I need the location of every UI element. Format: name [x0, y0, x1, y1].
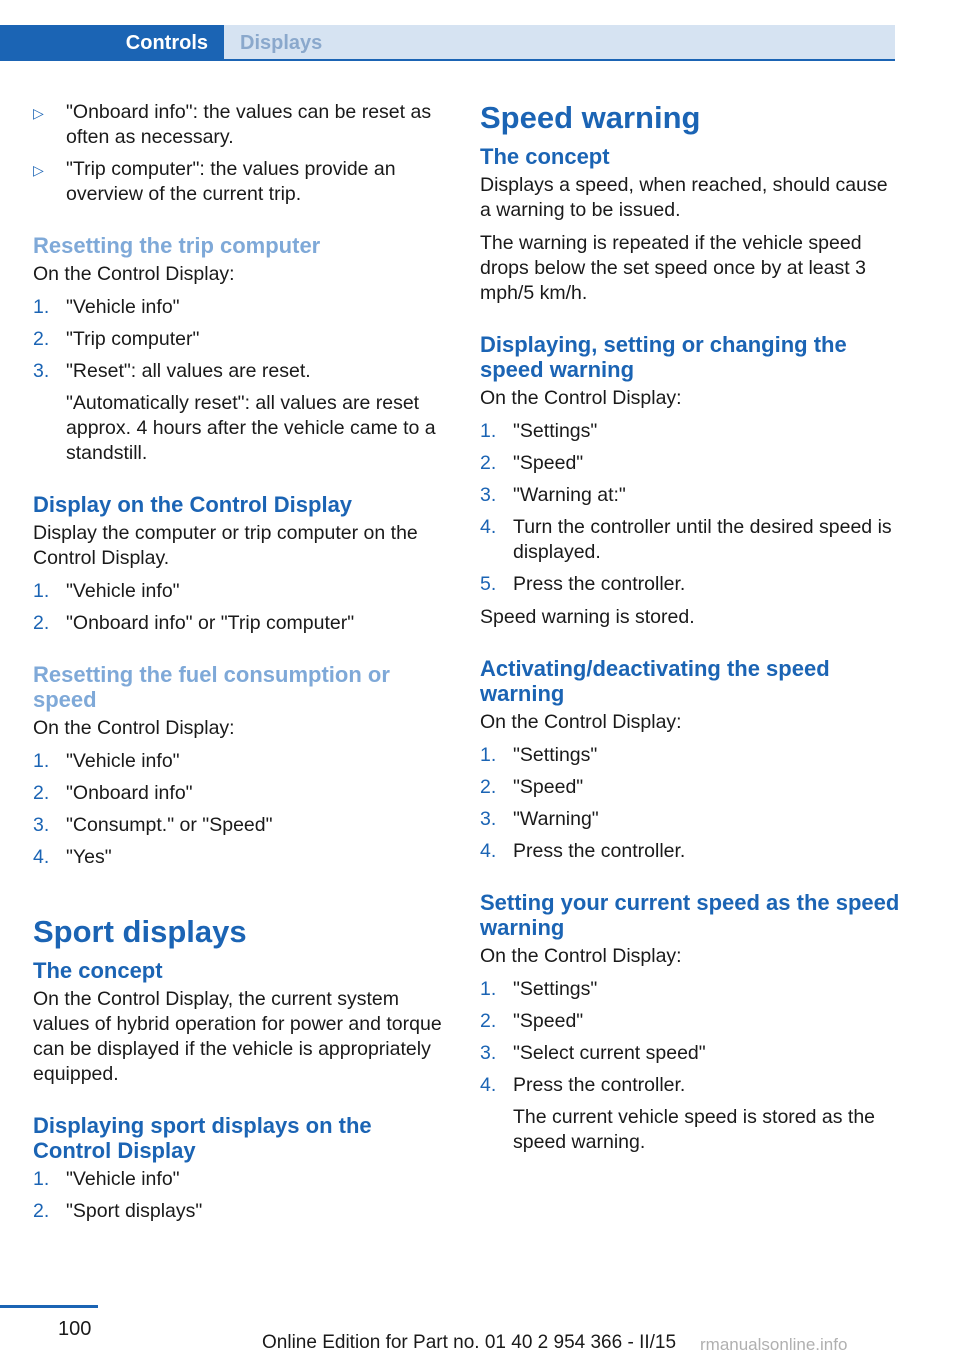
step-text: Press the controller. — [513, 840, 686, 862]
list-item — [33, 327, 448, 352]
step-number: 4. — [480, 1074, 497, 1096]
list-item — [33, 100, 448, 150]
step-number: 2. — [33, 1200, 50, 1222]
step-text: "Speed" — [513, 776, 584, 798]
section-lead: On the Control Display: — [480, 387, 682, 409]
page-number: 100 — [58, 1318, 92, 1340]
steps-list — [33, 579, 448, 636]
step-number: 1. — [480, 420, 497, 442]
tab-displays-label: Displays — [240, 31, 323, 54]
section-lead: On the Control Display: — [33, 263, 235, 285]
section-text: The warning is repeated if the vehicle speed drops below the set speed once by at least 3 mph/5 km/h. — [480, 232, 866, 304]
step-subtext: The current vehicle speed is stored as the speed warning. — [513, 1106, 876, 1153]
section-heading: The concept — [480, 144, 610, 169]
step-text: "Reset": all values are reset. — [66, 360, 311, 382]
list-item — [33, 579, 448, 604]
step-number: 2. — [480, 1010, 497, 1032]
list-item — [480, 451, 900, 476]
step-text: "Onboard info" or "Trip computer" — [66, 612, 355, 634]
step-text: Press the controller. — [513, 573, 686, 595]
section-heading: Display on the Control Display — [33, 492, 353, 517]
page-header — [0, 25, 895, 61]
section-text: Displays a speed, when reached, should cause a warning to be issued. — [480, 174, 888, 221]
step-number: 3. — [480, 808, 497, 830]
list-item — [33, 359, 448, 466]
list-item — [480, 775, 900, 800]
left-column — [33, 100, 448, 1232]
list-item — [33, 781, 448, 806]
step-number: 2. — [480, 776, 497, 798]
list-item — [480, 1041, 900, 1066]
step-number: 5. — [480, 573, 497, 595]
step-number: 1. — [480, 978, 497, 1000]
step-text: "Warning" — [513, 808, 599, 830]
tab-controls-label: Controls — [125, 31, 208, 54]
list-item — [480, 1073, 900, 1155]
step-number: 4. — [33, 846, 50, 868]
section-heading: The concept — [33, 958, 163, 983]
triangle-bullet-icon: ▷ — [33, 105, 44, 121]
step-text: "Trip computer" — [66, 328, 200, 350]
step-number: 3. — [480, 1042, 497, 1064]
list-item — [480, 419, 900, 444]
step-text: "Vehicle info" — [66, 580, 180, 602]
list-item — [480, 807, 900, 832]
edition-text: Online Edition for Part no. 01 40 2 954 366 - II/15 — [262, 1332, 677, 1353]
step-text: Turn the controller until the desired speed is displayed. — [513, 516, 892, 563]
steps-list — [33, 1167, 448, 1224]
section-text: On the Control Display, the current system values of hybrid operation for power and torque can be displayed if the vehicle is appropriately equipped. — [33, 988, 442, 1085]
section-lead: On the Control Display: — [33, 717, 235, 739]
footer-divider — [0, 1305, 98, 1308]
list-item — [480, 977, 900, 1002]
intro-bullet-list — [33, 100, 448, 207]
step-number: 1. — [33, 750, 50, 772]
list-item — [480, 1009, 900, 1034]
step-text: "Vehicle info" — [66, 1168, 180, 1190]
step-text: "Warning at:" — [513, 484, 626, 506]
step-number: 2. — [33, 328, 50, 350]
list-item — [33, 1199, 448, 1224]
chapter-title: Sport displays — [33, 914, 247, 949]
list-item — [480, 483, 900, 508]
step-text: "Settings" — [513, 744, 598, 766]
step-text: "Vehicle info" — [66, 750, 180, 772]
bullet-text: "Trip computer": the values provide an overview of the current trip. — [66, 158, 396, 205]
bullet-text: "Onboard info": the values can be reset as often as necessary. — [66, 101, 432, 148]
step-text: "Yes" — [66, 846, 112, 868]
step-number: 1. — [33, 296, 50, 318]
list-item — [33, 611, 448, 636]
step-number: 1. — [33, 580, 50, 602]
triangle-bullet-icon: ▷ — [33, 162, 44, 178]
list-item — [480, 572, 900, 597]
step-number: 2. — [480, 452, 497, 474]
step-text: "Sport displays" — [66, 1200, 203, 1222]
section-heading: Displaying sport displays on the Control Display — [33, 1113, 372, 1163]
list-item — [480, 743, 900, 768]
steps-list — [480, 743, 900, 864]
tab-displays[interactable] — [224, 25, 895, 61]
section-heading: Resetting the fuel consumption or speed — [33, 662, 390, 712]
steps-list — [480, 977, 900, 1155]
steps-list — [480, 419, 900, 597]
chapter-title: Speed warning — [480, 100, 701, 135]
step-number: 3. — [33, 360, 50, 382]
step-text: "Settings" — [513, 420, 598, 442]
list-item — [33, 749, 448, 774]
step-text: "Onboard info" — [66, 782, 193, 804]
section-text: Speed warning is stored. — [480, 606, 695, 628]
section-heading: Setting your current speed as the speed warning — [480, 890, 900, 940]
step-text: "Settings" — [513, 978, 598, 1000]
steps-list — [33, 749, 448, 870]
list-item — [33, 157, 448, 207]
step-text: "Select current speed" — [513, 1042, 706, 1064]
right-column — [480, 100, 900, 1163]
step-subtext: "Automatically reset": all values are reset approx. 4 hours after the vehicle came to a standstill. — [66, 392, 436, 464]
step-text: "Consumpt." or "Speed" — [66, 814, 273, 836]
list-item — [480, 515, 900, 565]
section-lead: Display the computer or trip computer on the Control Display. — [33, 522, 418, 569]
watermark-text: rmanualsonline.info — [700, 1335, 848, 1354]
step-text: "Speed" — [513, 1010, 584, 1032]
steps-list — [33, 295, 448, 466]
step-text: "Vehicle info" — [66, 296, 180, 318]
list-item — [33, 1167, 448, 1192]
section-heading: Activating/deactivating the speed warning — [480, 656, 830, 706]
section-lead: On the Control Display: — [480, 945, 682, 967]
step-number: 1. — [33, 1168, 50, 1190]
step-number: 2. — [33, 612, 50, 634]
step-number: 4. — [480, 840, 497, 862]
list-item — [33, 845, 448, 870]
section-heading: Resetting the trip computer — [33, 233, 321, 258]
step-number: 3. — [33, 814, 50, 836]
header-divider — [0, 59, 895, 61]
list-item — [480, 839, 900, 864]
step-text: "Speed" — [513, 452, 584, 474]
section-heading: Displaying, setting or changing the speed warning — [480, 332, 847, 382]
step-number: 1. — [480, 744, 497, 766]
tab-controls[interactable] — [0, 25, 224, 61]
section-lead: On the Control Display: — [480, 711, 682, 733]
step-number: 4. — [480, 516, 497, 538]
step-number: 2. — [33, 782, 50, 804]
list-item — [33, 813, 448, 838]
list-item — [33, 295, 448, 320]
step-number: 3. — [480, 484, 497, 506]
step-text: Press the controller. — [513, 1074, 686, 1096]
